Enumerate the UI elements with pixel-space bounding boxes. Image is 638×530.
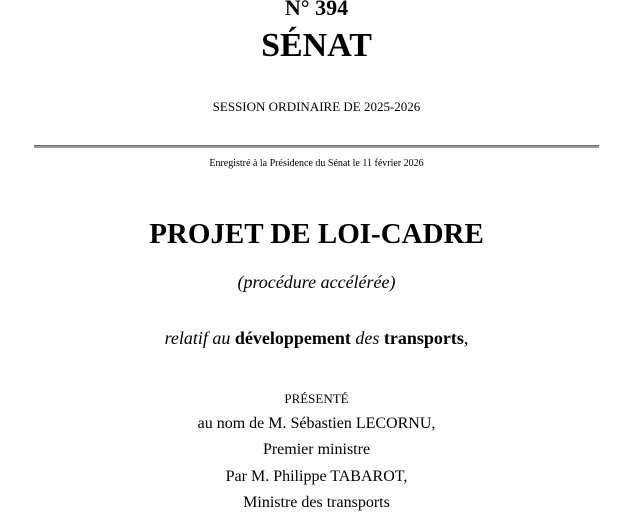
prime-minister-title: Premier ministre xyxy=(262,441,371,458)
session-label: SESSION ORDINAIRE DE 2025-2026 xyxy=(212,99,421,114)
procedure-label: (procédure accélérée) xyxy=(237,272,396,292)
subject-topic-transports: transports xyxy=(383,328,464,348)
subject-relatif: relatif au xyxy=(164,328,231,348)
presented-by: Par M. Philippe TABAROT, xyxy=(225,468,408,485)
minister-title: Ministre des transports xyxy=(243,494,390,511)
subject-topic-development: développement xyxy=(234,328,351,348)
subject-comma: , xyxy=(463,328,469,348)
on-behalf-of: au nom de M. Sébastien LECORNU, xyxy=(197,415,436,432)
document-subject xyxy=(0,326,633,350)
document-type-title: PROJET DE LOI-CADRE xyxy=(149,218,484,250)
subject-des: des xyxy=(355,328,380,348)
document-number: N° 394 xyxy=(284,0,349,20)
registration-date: Enregistré à la Présidence du Sénat le 11 février 2026 xyxy=(209,158,424,169)
header-divider xyxy=(34,145,599,148)
presented-label: PRÉSENTÉ xyxy=(284,391,349,406)
chamber-title: SÉNAT xyxy=(261,27,372,64)
